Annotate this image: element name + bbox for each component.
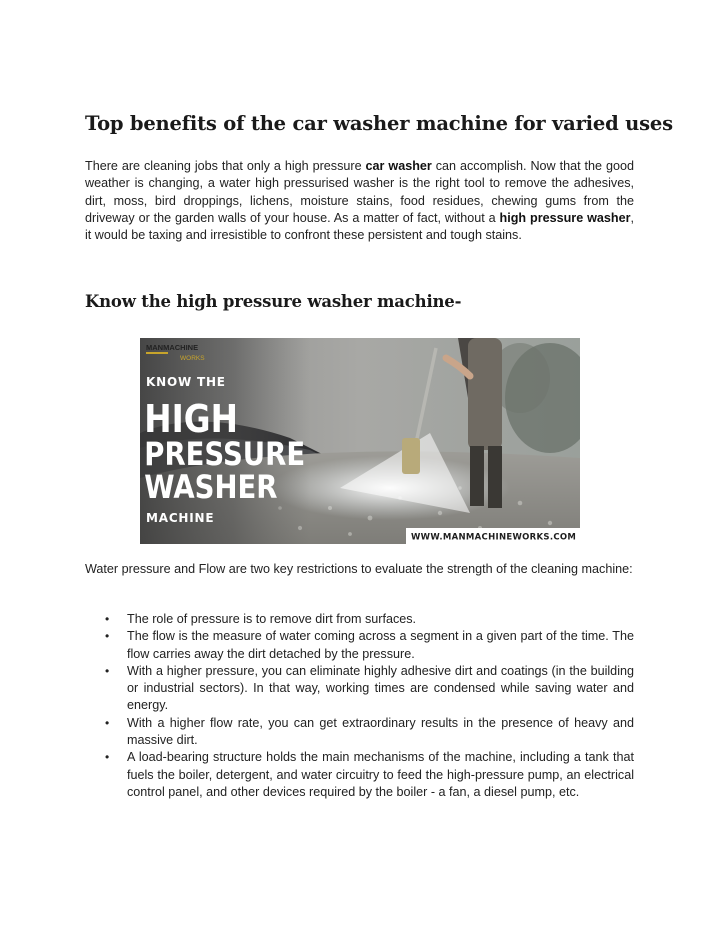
benefits-list	[85, 611, 634, 801]
hero-image	[140, 338, 580, 544]
pressure-washer-illustration	[140, 338, 580, 544]
section-heading: Know the high pressure washer machine-	[85, 292, 462, 311]
intro-text-1: There are cleaning jobs that only a high pressure	[85, 159, 366, 173]
bullet-icon: •	[105, 715, 110, 730]
intro-text-3: , it would be taxing and irresistible to confront these persistent and tough stains.	[85, 210, 634, 243]
bold-high-pressure-washer: high pressure washer	[499, 210, 631, 225]
list-item	[85, 663, 634, 715]
image-headline-1: KNOW THE	[146, 375, 226, 389]
list-item-text: With a higher flow rate, you can get extraordinary results in the presence of heavy and massive dirt.	[127, 715, 634, 748]
bold-car-washer: car washer	[365, 159, 432, 173]
list-item	[85, 749, 634, 801]
bullet-icon: •	[105, 663, 110, 678]
image-headline-2: HIGH	[144, 397, 238, 442]
image-headline-4: WASHER	[144, 469, 278, 507]
intro-paragraph	[85, 158, 634, 244]
bullet-icon: •	[105, 612, 110, 626]
image-headline-3: PRESSURE	[144, 436, 306, 474]
list-item-text: The flow is the measure of water coming across a segment in a given part of the time. The flow carries away the dirt detached by the pressure.	[127, 629, 634, 661]
list-item	[85, 611, 634, 628]
bullet-icon: •	[105, 750, 110, 765]
list-item	[85, 628, 634, 663]
list-item	[85, 715, 634, 750]
image-headline-5: MACHINE	[146, 511, 215, 525]
lead-paragraph: Water pressure and Flow are two key restrictions to evaluate the strength of the cleaning machine:	[85, 562, 633, 576]
intro-text-2: can accomplish. Now that the good weather is changing, a water high pressurised washer is the right tool to remove the adhesives, dirt, moss, bird droppings, lichens, moisture stains, food residues, chewing gums from the driveway or the garden walls of your house. As a matter of fact, without a	[85, 159, 635, 225]
list-item-text: With a higher pressure, you can eliminate highly adhesive dirt and coatings (in the building or industrial sectors). In that way, working times are condensed while saving water and energy.	[127, 663, 634, 713]
bullet-icon: •	[105, 629, 110, 644]
image-website: WWW.MANMACHINEWORKS.COM	[411, 532, 577, 543]
list-item-text: A load-bearing structure holds the main mechanisms of the machine, including a tank that fuels the boiler, detergent, and water circuitry to feed the high-pressure pump, an electrical control panel, and other devices required by the boiler - a fan, a diesel pump, etc.	[127, 750, 634, 799]
brand-logo-text: MANMACHINE	[146, 343, 199, 352]
brand-logo-subtext: WORKS	[180, 355, 205, 362]
page-title: Top benefits of the car washer machine for varied uses	[85, 112, 673, 135]
list-item-text: The role of pressure is to remove dirt from surfaces.	[127, 612, 417, 626]
